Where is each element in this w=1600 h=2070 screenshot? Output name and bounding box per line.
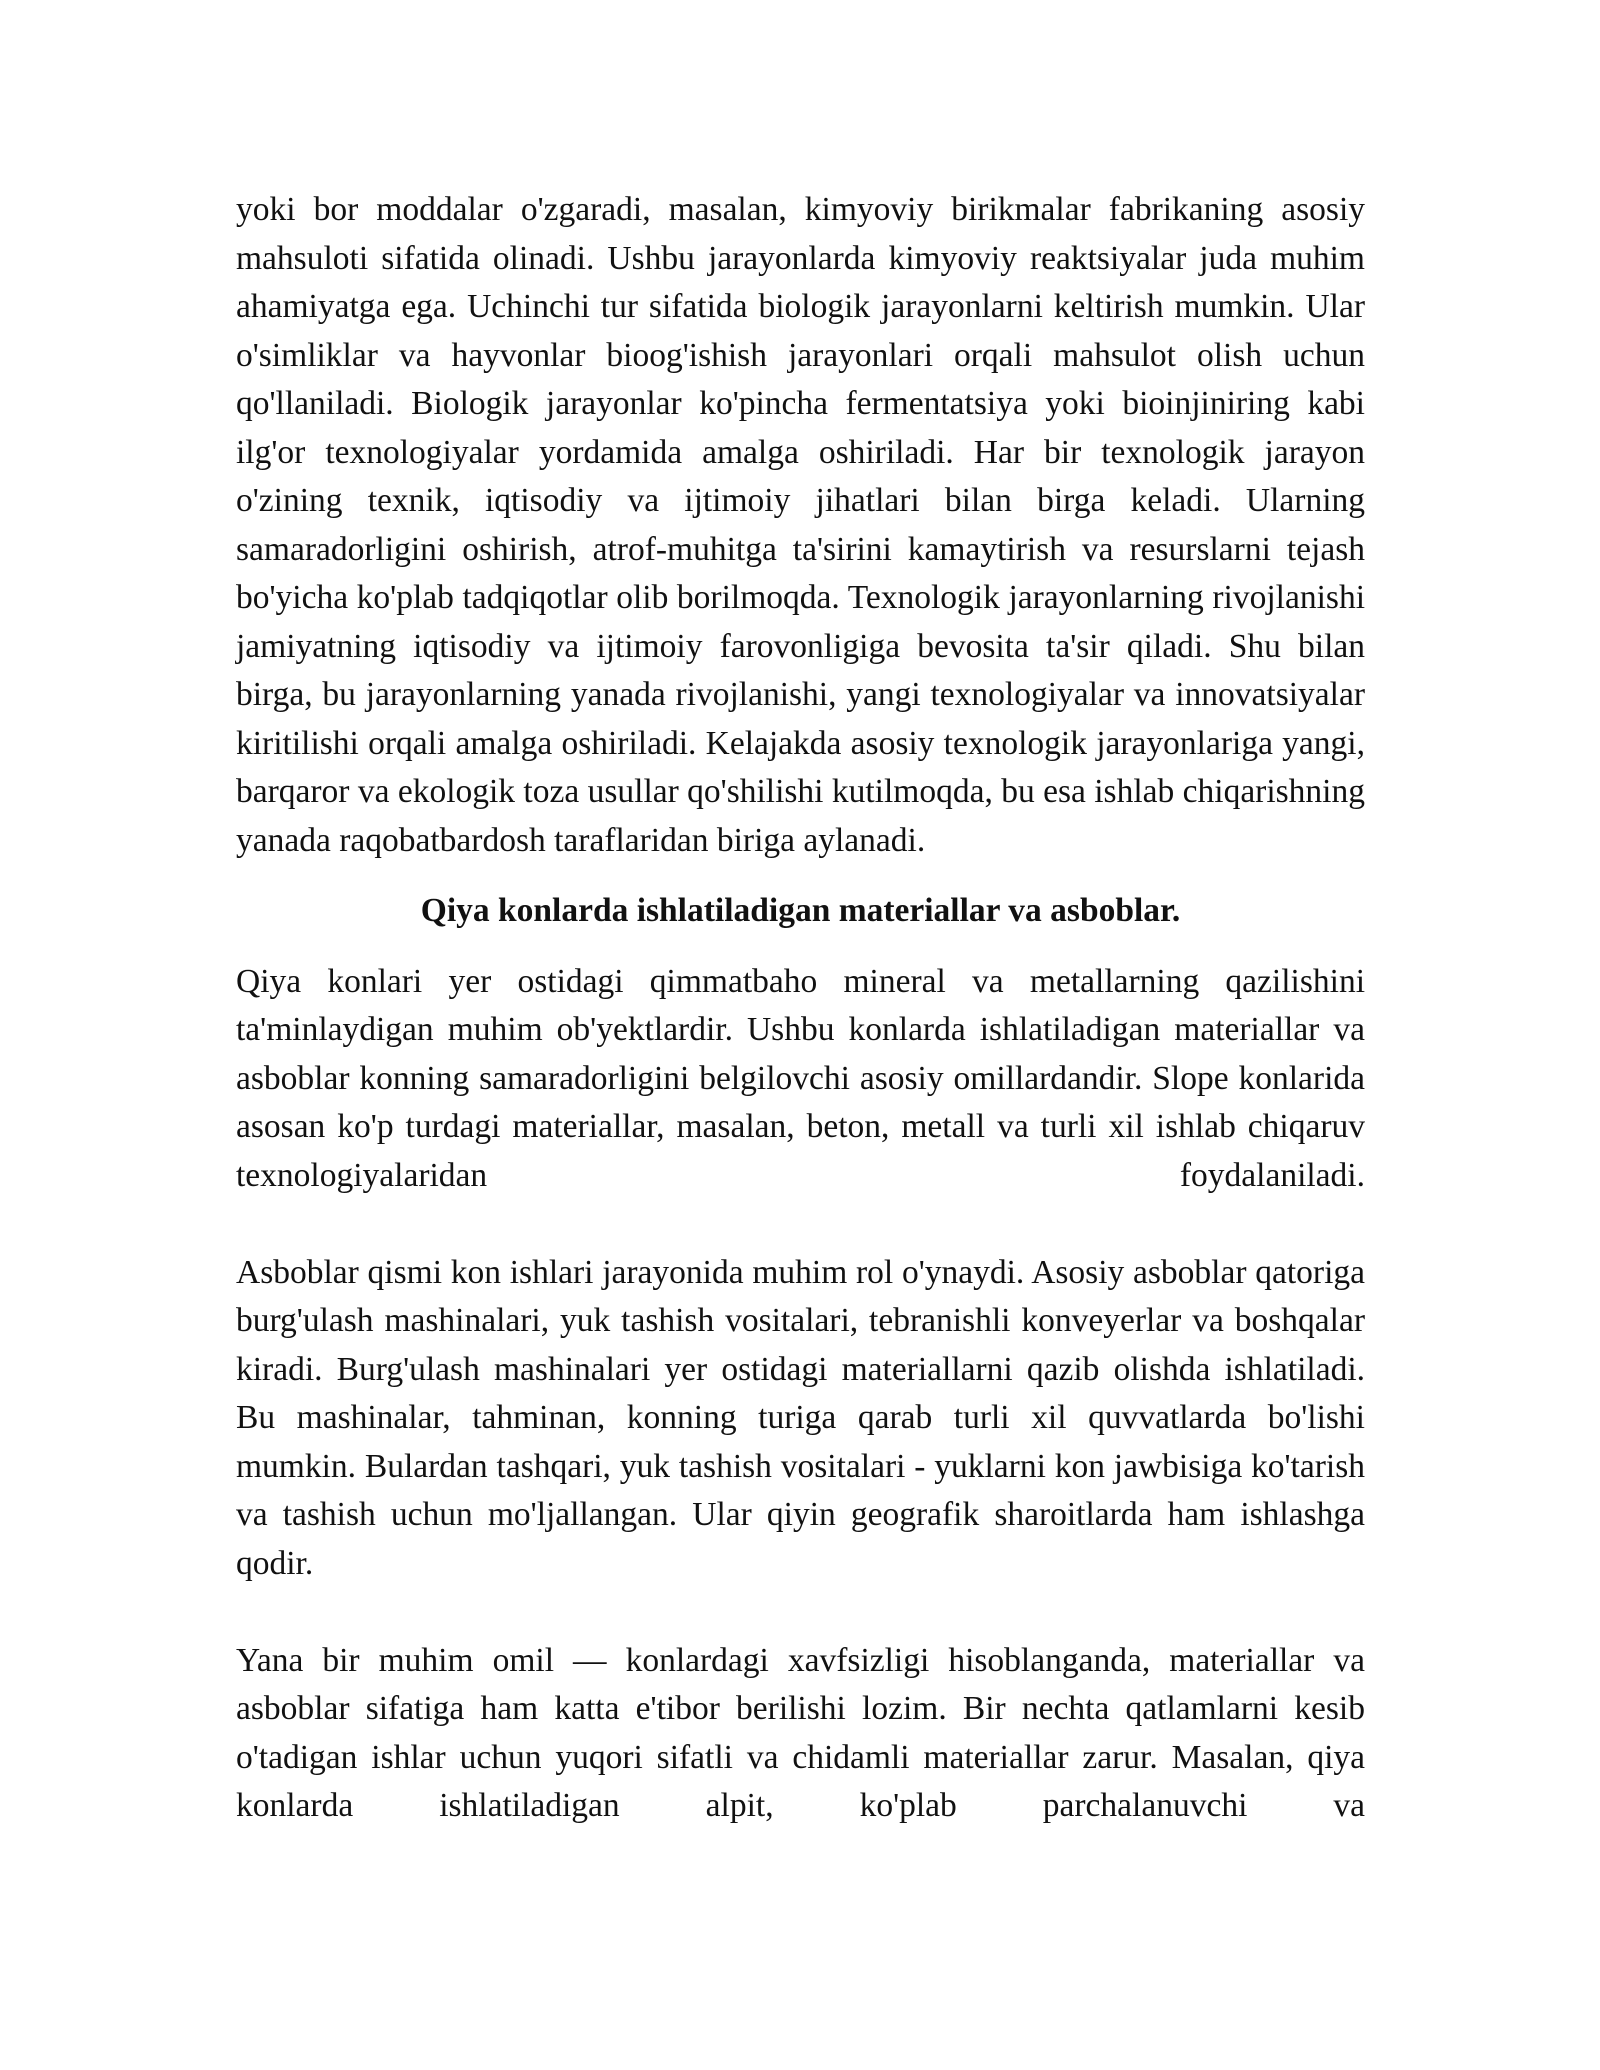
body-paragraph: yoki bor moddalar o'zgaradi, masalan, kimyoviy birikmalar fabrikaning asosiy mahsuloti sifatida olinadi. Ushbu jarayonlarda kimyoviy reaktsiyalar juda muhim ahamiyatga ega. Uchinchi tur sifatida biologik jarayonlarni keltirish mumkin. Ular o'simliklar va hayvonlar bioog'ishish jarayonlari orqali mahsulot olish uchun qo'llaniladi. Biologik jarayonlar ko'pincha fermentatsiya yoki bioinjiniring kabi ilg'or texnologiyalar yordamida amalga oshiriladi. Har bir texnologik jarayon o'zining texnik, iqtisodiy va ijtimoiy jihatlari bilan birga keladi. Ularning samaradorligini oshirish, atrof-muhitga ta'sirini kamaytirish va resurslarni tejash bo'yicha ko'plab tadqiqotlar olib borilmoqda. Texnologik jarayonlarning rivojlanishi jamiyatning iqtisodiy va ijtimoiy farovonligiga bevosita ta'sir qiladi. Shu bilan birga, bu jarayonlarning yanada rivojlanishi, yangi texnologiyalar va innovatsiyalar kiritilishi orqali amalga oshiriladi. Kelajakda asosiy texnologik jarayonlariga yangi, barqaror va ekologik toza usullar qo'shilishi kutilmoqda, bu esa ishlab chiqarishning yanada raqobatbardosh taraflaridan biriga aylanadi. xyxy=(236,191,1365,859)
body-paragraph: Qiya konlari yer ostidagi qimmatbaho mineral va metallarning qazilishini ta'minlaydigan muhim ob'yektlardir. Ushbu konlarda ishlatiladigan materiallar va asboblar konning samaradorligini belgilovchi asosiy omillardandir. Slope konlarida asosan ko'p turdagi materiallar, masalan, beton, metall va turli xil ishlab chiqaruv texnologiyalaridan foydalaniladi. xyxy=(236,962,1365,1194)
paragraph-spacer xyxy=(236,1200,1365,1249)
section-heading: Qiya konlarda ishlatiladigan materiallar va asboblar. xyxy=(420,892,1181,929)
document-page xyxy=(236,186,1365,1831)
body-paragraph: Yana bir muhim omil — konlardagi xavfsizligi hisoblanganda, materiallar va asboblar sifatiga ham katta e'tibor berilishi lozim. Bir nechta qatlamlarni kesib o'tadigan ishlar uchun yuqori sifatli va chidamli materiallar zarur. Masalan, qiya konlarda ishlatiladigan alpit, ko'plab parchalanuvchi va xyxy=(236,1641,1365,1824)
paragraph-spacer xyxy=(236,1588,1365,1637)
body-paragraph: Asboblar qismi kon ishlari jarayonida muhim rol o'ynaydi. Asosiy asboblar qatoriga burg'ulash mashinalari, yuk tashish vositalari, tebranishli konveyerlar va boshqalar kiradi. Burg'ulash mashinalari yer ostidagi materiallarni qazib olishda ishlatiladi. Bu mashinalar, tahminan, konning turiga qarab turli xil quvvatlarda bo'lishi mumkin. Bulardan tashqari, yuk tashish vositalari - yuklarni kon jawbisiga ko'tarish va tashish uchun mo'ljallangan. Ular qiyin geografik sharoitlarda ham ishlashga qodir. xyxy=(236,1253,1365,1582)
